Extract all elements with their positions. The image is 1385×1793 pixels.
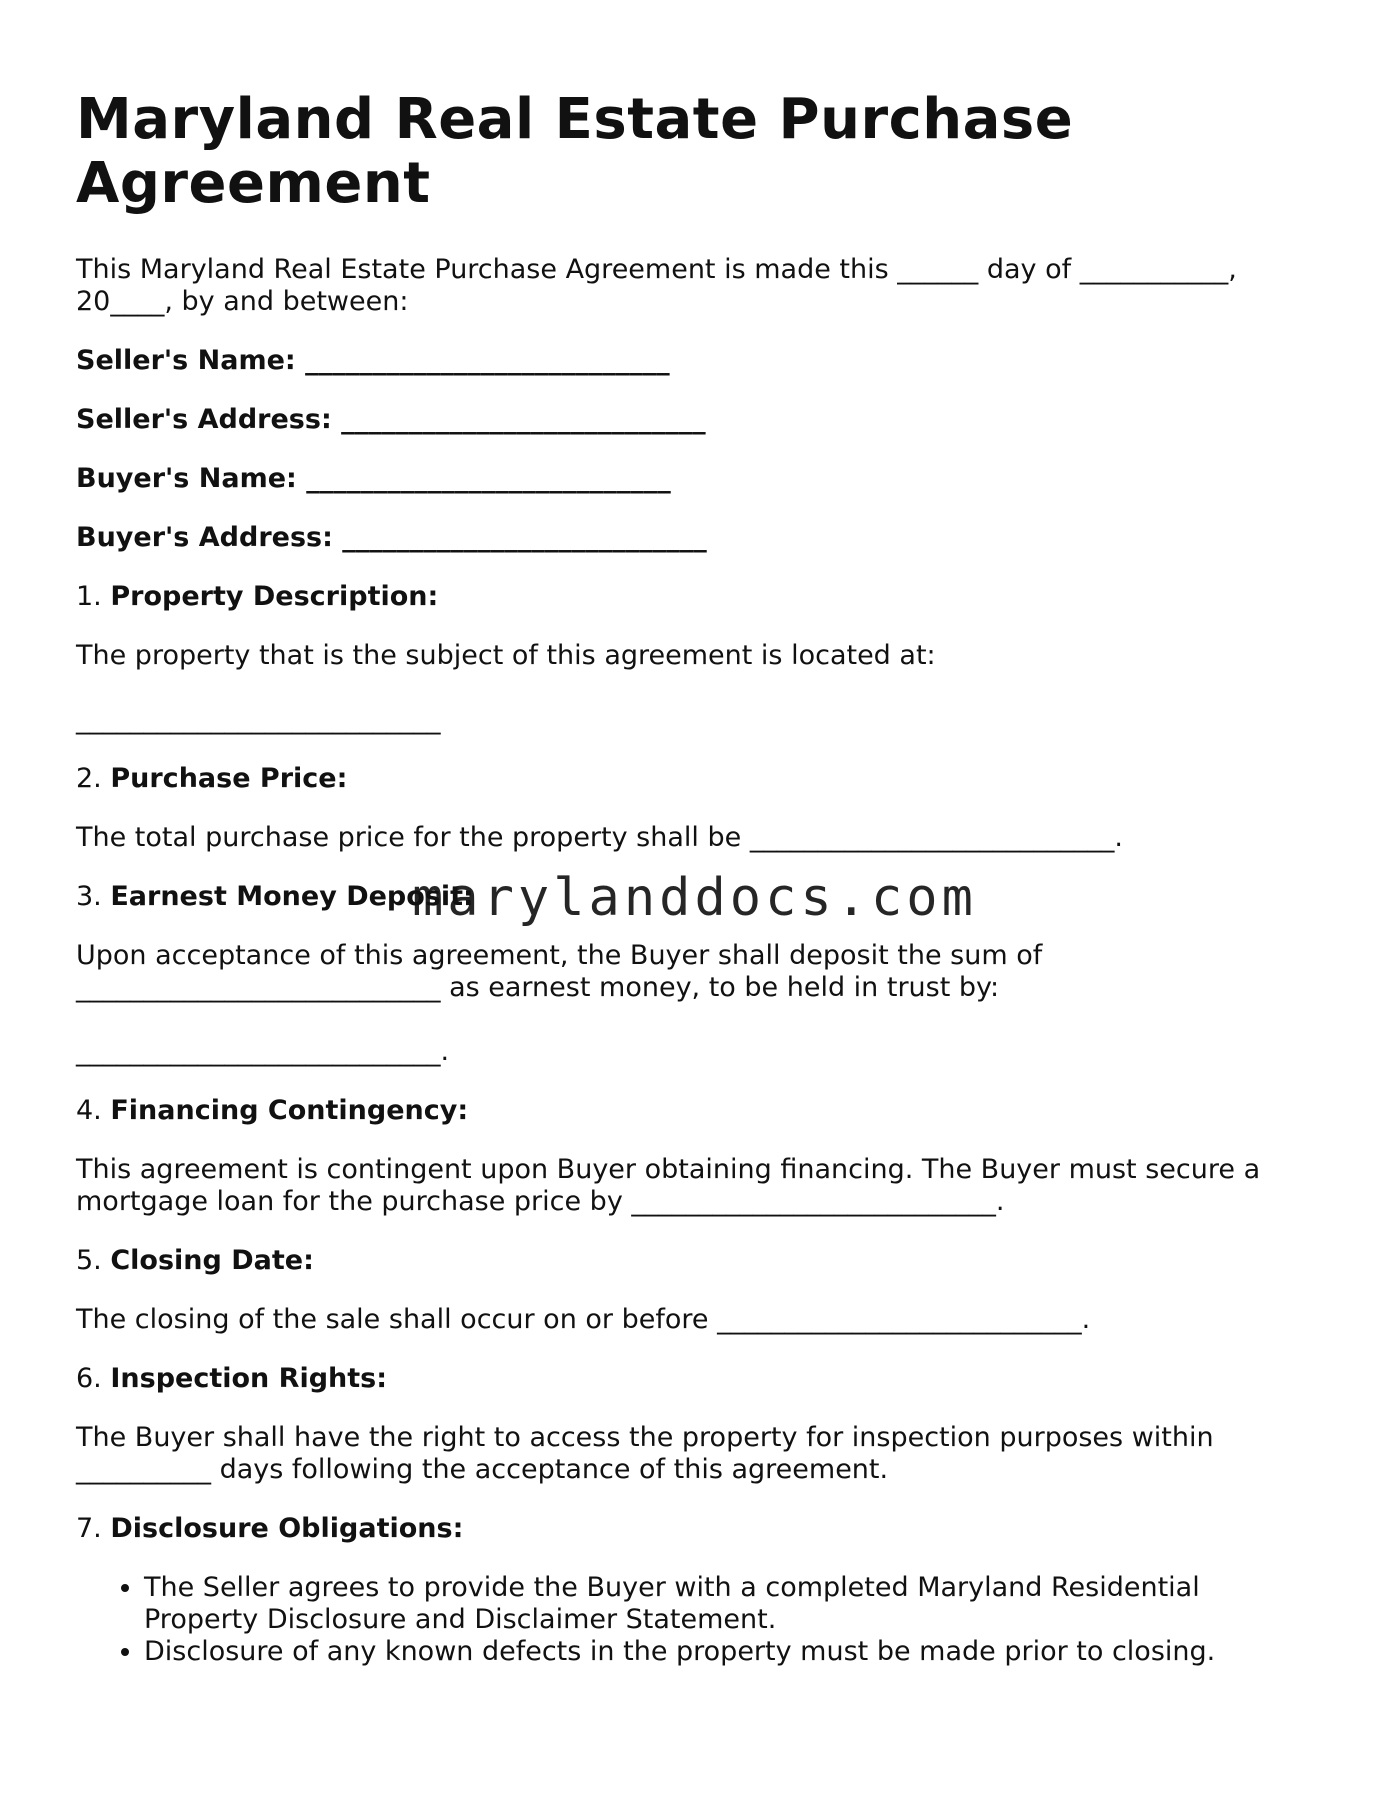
section-4-heading [76,1095,1316,1127]
section-7-heading [76,1513,1316,1545]
buyer-name-field: Buyer's Name: ___________________________ [76,463,671,494]
page-title: Maryland Real Estate Purchase Agreement [76,87,1074,216]
section-5-text: The closing of the sale shall occur on or before ___________________________. [76,1304,1091,1335]
list-item: • Disclosure of any known defects in the property must be made prior to closing. [144,1636,1294,1668]
section-7-title: Disclosure Obligations: [110,1513,464,1544]
buyer-address-field: Buyer's Address: ___________________________ [76,522,707,553]
section-6-number: 6. [76,1363,102,1394]
seller-address-field: Seller's Address: ___________________________ [76,404,706,435]
section-3-text: Upon acceptance of this agreement, the Buyer shall deposit the sum of ___________________________ as earnest money, to be held in trust by: [76,940,1043,1003]
section-1-number: 1. [76,581,102,612]
section-3-number: 3. [76,881,102,912]
section-6-title: Inspection Rights: [110,1363,388,1394]
section-4-number: 4. [76,1095,102,1126]
watermark: marylanddocs.com [412,868,977,928]
section-4-text: This agreement is contingent upon Buyer obtaining financing. The Buyer must secure a mortgage loan for the purchase price by ___________________________. [76,1154,1261,1217]
document-page [76,88,1316,1668]
section-1-title: Property Description: [110,581,439,612]
section-5-heading [76,1245,1316,1277]
section-2-text: The total purchase price for the property shall be ___________________________. [76,822,1123,853]
section-7-number: 7. [76,1513,102,1544]
intro-paragraph: This Maryland Real Estate Purchase Agreement is made this ______ day of ___________, 20____, by and between: [76,254,1237,317]
section-1-heading [76,581,1316,613]
section-4-title: Financing Contingency: [110,1095,469,1126]
disclosure-list [76,1572,1294,1668]
seller-name-field: Seller's Name: ___________________________ [76,345,670,376]
section-2-title: Purchase Price: [110,763,348,794]
section-5-number: 5. [76,1245,102,1276]
section-3-heading [76,881,1316,913]
section-5-title: Closing Date: [110,1245,314,1276]
section-1-text: The property that is the subject of this agreement is located at: [76,640,936,671]
section-1-blank: ___________________________ [76,704,441,735]
section-3-blank: ___________________________. [76,1036,450,1067]
section-6-heading [76,1363,1316,1395]
section-6-text: The Buyer shall have the right to access the property for inspection purposes within __________ days following the acceptance of this agreement. [76,1422,1214,1485]
section-2-number: 2. [76,763,102,794]
section-3-title: Earnest Money Deposit: [110,881,474,912]
list-item: • The Seller agrees to provide the Buyer with a completed Maryland Residential Property Disclosure and Disclaimer Statement. [144,1572,1294,1636]
section-2-heading [76,763,1316,795]
